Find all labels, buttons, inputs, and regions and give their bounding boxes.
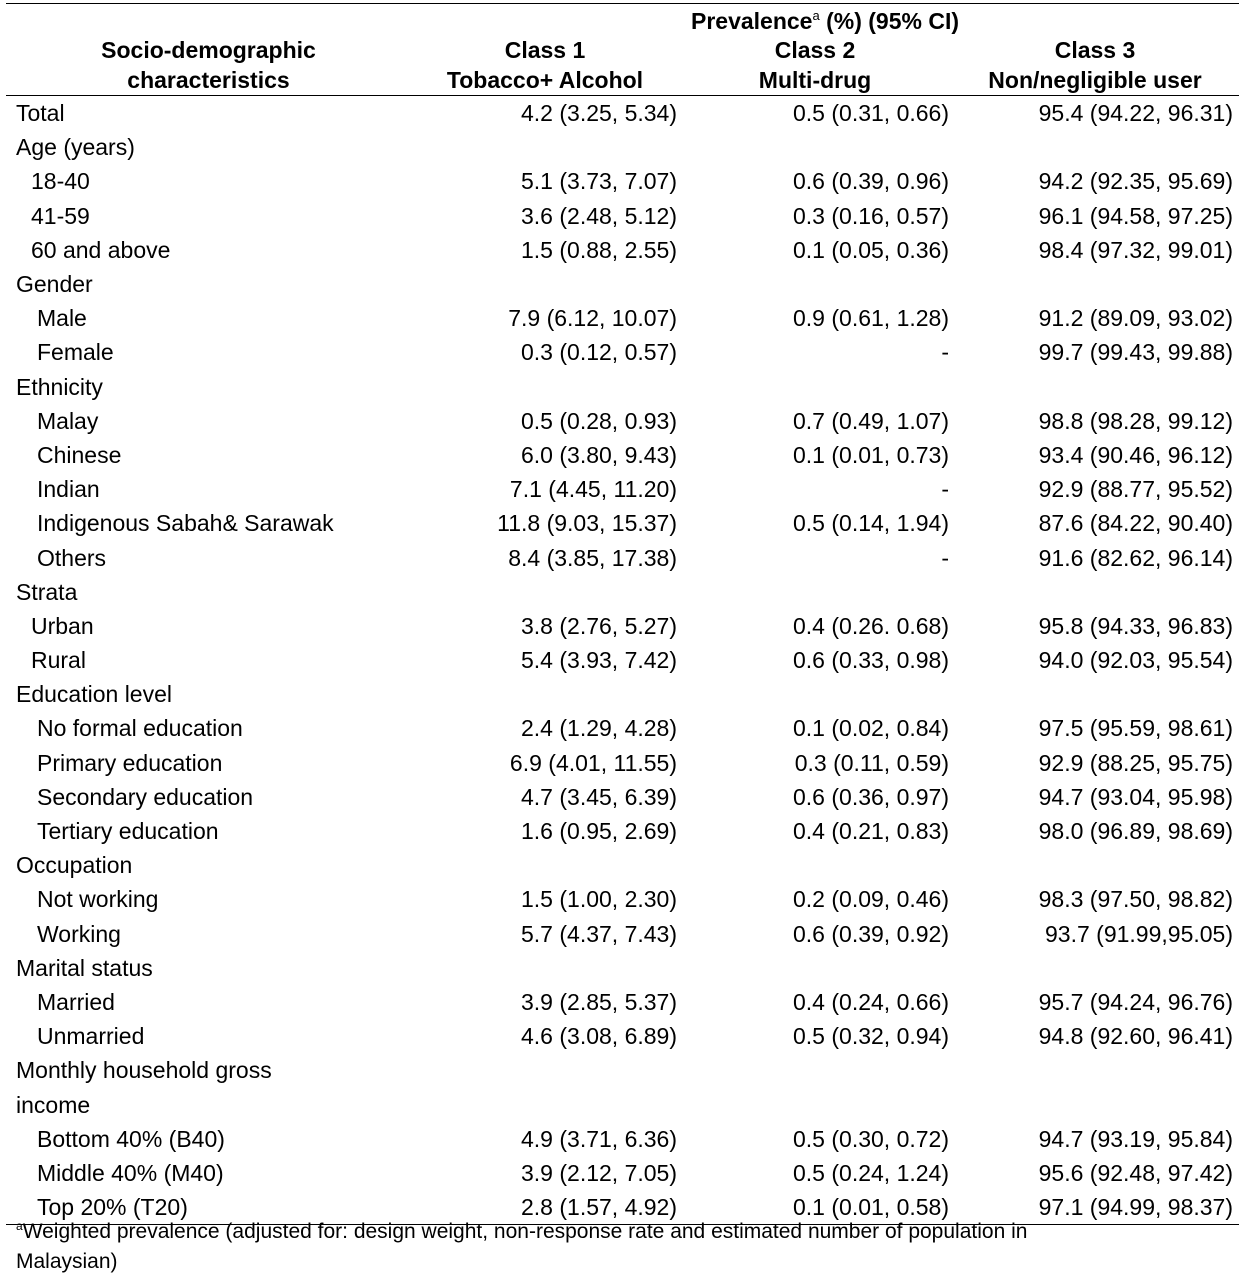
class-1-value: 3.9 (2.85, 5.37) [521,988,677,1015]
column-header-line: Class 2 [774,37,856,63]
class-3-value: 92.9 (88.25, 95.75) [1038,749,1233,776]
class-2-value: 0.6 (0.39, 0.92) [793,920,949,947]
class-2-value [679,951,951,985]
class-3-value: 98.3 (97.50, 98.82) [1038,886,1233,913]
table-row [6,164,1239,198]
row-label: Female [37,339,114,366]
class-2-value: 0.6 (0.39, 0.96) [793,168,949,195]
class-3-value: 99.7 (99.43, 99.88) [1038,339,1233,366]
row-label: Marital status [16,954,153,981]
class-1-value: 0.5 (0.28, 0.93) [521,407,677,434]
class-2-value [679,1087,951,1121]
row-label: Tertiary education [37,818,219,845]
class-3-value: 95.7 (94.24, 96.76) [1038,988,1233,1015]
prevalence-header [411,4,1239,35]
class-1-value [411,1087,679,1121]
class-3-value [951,1053,1239,1087]
row-label: Education level [16,681,172,708]
class-3-value: 95.8 (94.33, 96.83) [1038,612,1233,639]
column-header-class-1 [411,35,679,96]
class-3-value: 93.4 (90.46, 96.12) [1038,441,1233,468]
table-row [6,96,1239,131]
row-label: Urban [31,612,94,639]
header-empty-cell [6,4,411,35]
row-label: Chinese [37,441,122,468]
column-header-characteristics [6,35,411,96]
class-2-value: 0.5 (0.24, 1.24) [793,1159,949,1186]
row-label: Others [37,544,107,571]
table-row [6,1087,1239,1121]
table-row [6,985,1239,1019]
row-label: Not working [37,886,159,913]
class-2-value [679,370,951,404]
row-label: Indigenous Sabah& Sarawak [37,510,334,537]
table-row [6,404,1239,438]
class-1-value [411,575,679,609]
row-label: Strata [16,578,78,605]
row-label: Monthly household gross [16,1057,272,1084]
class-3-value [951,370,1239,404]
column-header-line: Multi-drug [758,67,872,93]
class-1-value: 0.3 (0.12, 0.57) [521,339,677,366]
class-3-value [951,677,1239,711]
class-2-value [679,575,951,609]
table-row [6,472,1239,506]
table-row [6,917,1239,951]
column-header-line: Non/negligible user [988,67,1202,93]
class-2-value: 0.5 (0.31, 0.66) [793,100,949,127]
class-3-value: 91.2 (89.09, 93.02) [1038,305,1233,332]
row-label: Malay [37,407,99,434]
class-2-value: - [941,476,949,503]
class-1-value: 4.9 (3.71, 6.36) [521,1125,677,1152]
table-row [6,951,1239,985]
row-label: Primary education [37,749,223,776]
class-1-value: 3.8 (2.76, 5.27) [521,612,677,639]
class-3-value: 97.5 (95.59, 98.61) [1038,715,1233,742]
column-header-line: Tobacco+ Alcohol [446,67,644,93]
class-2-value: 0.4 (0.26. 0.68) [793,612,949,639]
class-2-value [679,677,951,711]
class-3-value [951,130,1239,164]
class-2-value: 0.1 (0.01, 0.58) [679,1190,951,1225]
class-3-value [951,267,1239,301]
table-row [6,1122,1239,1156]
class-3-value: 94.0 (92.03, 95.54) [1038,647,1233,674]
class-1-value: 2.4 (1.29, 4.28) [521,715,677,742]
class-1-value: 5.1 (3.73, 7.07) [521,168,677,195]
row-label: Male [37,305,87,332]
row-label: income [16,1091,91,1118]
class-1-value: 6.0 (3.80, 9.43) [521,441,677,468]
table-row [6,848,1239,882]
class-3-value: 94.7 (93.19, 95.84) [1038,1125,1233,1152]
class-3-value: 96.1 (94.58, 97.25) [1038,202,1233,229]
row-label: 60 and above [31,236,171,263]
class-1-value [411,130,679,164]
class-2-value: - [941,339,949,366]
table-row [6,335,1239,369]
row-label: No formal education [37,715,243,742]
class-2-value: 0.6 (0.36, 0.97) [793,783,949,810]
class-3-value: 94.2 (92.35, 95.69) [1038,168,1233,195]
class-3-value: 97.1 (94.99, 98.37) [951,1190,1239,1225]
row-label: Ethnicity [16,373,103,400]
class-1-value [411,1053,679,1087]
class-1-value: 8.4 (3.85, 17.38) [508,544,677,571]
table-row [6,746,1239,780]
table-row [6,1156,1239,1190]
class-2-value: 0.1 (0.01, 0.73) [793,441,949,468]
class-1-value [411,951,679,985]
row-label: Unmarried [37,1023,145,1050]
table-row [6,233,1239,267]
row-label: Rural [31,647,86,674]
class-1-value: 2.8 (1.57, 4.92) [411,1190,679,1225]
class-2-value: 0.2 (0.09, 0.46) [793,886,949,913]
table-row [6,780,1239,814]
class-1-value [411,370,679,404]
class-3-value [951,848,1239,882]
row-label: Indian [37,476,100,503]
class-3-value: 94.8 (92.60, 96.41) [1038,1023,1233,1050]
row-label: 18-40 [31,168,90,195]
class-3-value: 95.4 (94.22, 96.31) [1038,100,1233,127]
class-2-value: 0.1 (0.02, 0.84) [793,715,949,742]
column-header-line: characteristics [127,67,290,93]
class-2-value: 0.3 (0.16, 0.57) [793,202,949,229]
table-row [6,711,1239,745]
footnote-text: Weighted prevalence (adjusted for: design weight, non-response rate and estimated number of population in [22,1220,1028,1243]
class-3-value: 95.6 (92.48, 97.42) [1038,1159,1233,1186]
class-3-value [951,1087,1239,1121]
class-3-value: 98.4 (97.32, 99.01) [1038,236,1233,263]
class-2-value [679,1053,951,1087]
prevalence-suffix: (%) (95% CI) [819,8,959,34]
column-header-class-3 [951,35,1239,96]
class-1-value: 11.8 (9.03, 15.37) [497,510,677,537]
class-3-value: 87.6 (84.22, 90.40) [1038,510,1233,537]
class-3-value [951,575,1239,609]
table-row [6,199,1239,233]
footnote-line-2: Malaysian) [16,1250,118,1273]
table-row [6,575,1239,609]
row-label: Gender [16,271,93,298]
column-header-line: Socio-demographic [101,37,316,63]
row-label: Middle 40% (M40) [37,1159,224,1186]
table-row [6,677,1239,711]
row-label: Total [16,100,65,127]
class-3-value: 94.7 (93.04, 95.98) [1038,783,1233,810]
class-1-value: 7.9 (6.12, 10.07) [508,305,677,332]
class-3-value: 91.6 (82.62, 96.14) [1038,544,1233,571]
row-label: Age (years) [16,134,135,161]
class-2-value [679,130,951,164]
row-label: Secondary education [37,783,254,810]
table-row [6,882,1239,916]
table-row [6,814,1239,848]
class-1-value: 1.5 (1.00, 2.30) [521,886,677,913]
table-row [6,438,1239,472]
table-row [6,540,1239,574]
footnote-line-1 [16,1217,1206,1247]
class-1-value: 5.7 (4.37, 7.43) [521,920,677,947]
row-label: 41-59 [31,202,90,229]
column-header-line: Class 3 [1054,37,1136,63]
class-1-value: 4.6 (3.08, 6.89) [521,1023,677,1050]
class-2-value: - [941,544,949,571]
class-2-value: 0.3 (0.11, 0.59) [794,749,949,776]
class-3-value [951,951,1239,985]
class-1-value: 3.9 (2.12, 7.05) [521,1159,677,1186]
table-body [6,96,1239,1225]
class-3-value: 93.7 (91.99,95.05) [1045,920,1233,947]
class-2-value: 0.4 (0.21, 0.83) [793,818,949,845]
class-3-value: 98.8 (98.28, 99.12) [1038,407,1233,434]
table-row [6,370,1239,404]
class-1-value: 5.4 (3.93, 7.42) [521,647,677,674]
class-1-value [411,677,679,711]
prevalence-table [6,3,1239,1225]
class-2-value: 0.5 (0.30, 0.72) [793,1125,949,1152]
table-row [6,267,1239,301]
class-1-value [411,848,679,882]
table-row [6,1053,1239,1087]
class-2-value: 0.4 (0.24, 0.66) [793,988,949,1015]
table-row [6,1019,1239,1053]
prevalence-superscript: a [812,8,820,23]
table-row [6,643,1239,677]
column-header-class-2 [679,35,951,96]
class-2-value: 0.6 (0.33, 0.98) [793,647,949,674]
class-1-value: 1.5 (0.88, 2.55) [521,236,677,263]
class-1-value [411,267,679,301]
class-2-value [679,848,951,882]
class-2-value: 0.1 (0.05, 0.36) [793,236,949,263]
class-2-value [679,267,951,301]
table-row [6,130,1239,164]
class-1-value: 4.7 (3.45, 6.39) [521,783,677,810]
row-label: Bottom 40% (B40) [37,1125,225,1152]
table-row [6,301,1239,335]
class-2-value: 0.5 (0.32, 0.94) [793,1023,949,1050]
table-row [6,609,1239,643]
class-1-value: 7.1 (4.45, 11.20) [509,476,677,503]
class-1-value: 6.9 (4.01, 11.55) [509,749,677,776]
class-1-value: 3.6 (2.48, 5.12) [521,202,677,229]
footnote [16,1217,1206,1277]
class-3-value: 92.9 (88.77, 95.52) [1038,476,1233,503]
column-header-line: Class 1 [504,37,586,63]
prevalence-label: Prevalence [690,8,813,34]
row-label: Top 20% (T20) [6,1190,411,1225]
table-header [6,4,1239,96]
class-3-value: 98.0 (96.89, 98.69) [1038,818,1233,845]
class-2-value: 0.9 (0.61, 1.28) [793,305,949,332]
footnote-superscript: a [16,1219,23,1233]
row-label: Occupation [16,852,133,879]
class-1-value: 1.6 (0.95, 2.69) [521,818,677,845]
class-2-value: 0.7 (0.49, 1.07) [793,407,949,434]
class-2-value: 0.5 (0.14, 1.94) [793,510,949,537]
row-label: Married [37,988,115,1015]
row-label: Working [37,920,121,947]
table-row [6,506,1239,540]
class-1-value: 4.2 (3.25, 5.34) [521,100,677,127]
